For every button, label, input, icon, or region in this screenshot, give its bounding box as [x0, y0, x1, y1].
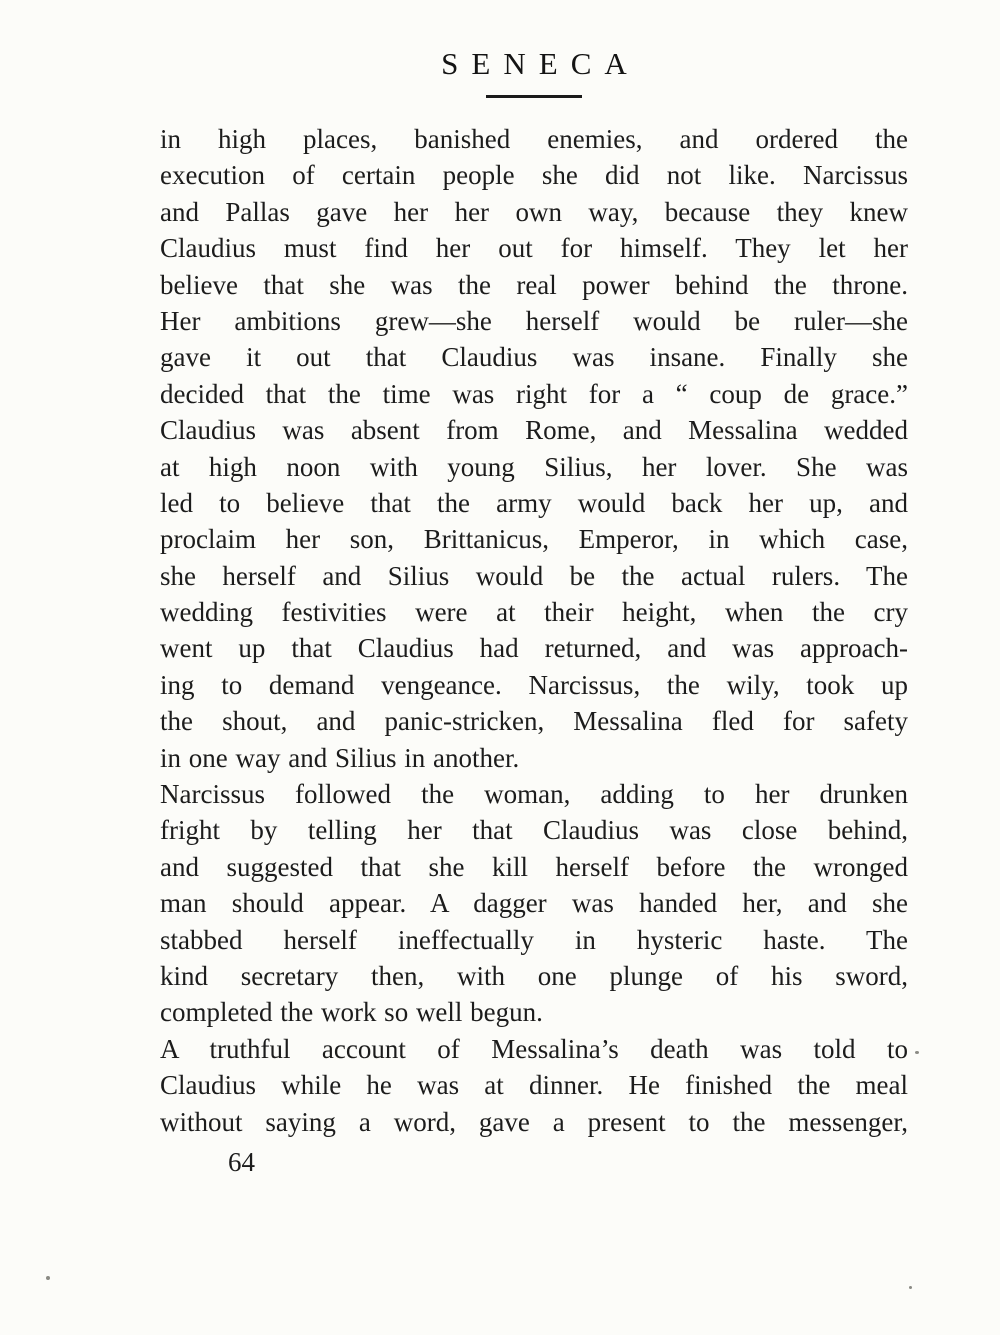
text-line: the shout, and panic-stricken, Messalina fled for safety — [160, 706, 908, 737]
text-line: believe that she was the real power behind the throne. — [160, 269, 908, 300]
text-block — [160, 121, 908, 1140]
text-line: led to believe that the army would back her up, and — [160, 487, 908, 518]
text-line: in high places, banished enemies, and ordered the — [160, 124, 908, 154]
text-line: stabbed herself ineffectually in hysteric haste. The — [160, 924, 908, 955]
text-line: Claudius must find her out for himself. They let her — [160, 233, 908, 264]
text-line: gave it out that Claudius was insane. Finally she — [160, 342, 908, 373]
page-number: 64 — [228, 1146, 255, 1177]
text-line: Her ambitions grew—she herself would be ruler—she — [160, 305, 908, 336]
text-line: at high noon with young Silius, her lover. She was — [160, 451, 908, 482]
title-rule — [486, 95, 582, 98]
text-line: without saying a word, gave a present to the messenger, — [160, 1106, 908, 1137]
text-line: ing to demand vengeance. Narcissus, the wily, took up — [160, 669, 908, 700]
text-line: kind secretary then, with one plunge of his sword, — [160, 960, 908, 991]
text-line: she herself and Silius would be the actual rulers. The — [160, 560, 908, 591]
text-line: and suggested that she kill herself before the wronged — [160, 851, 908, 882]
text-line: in one way and Silius in another. — [160, 742, 520, 773]
text-line: man should appear. A dagger was handed her, and she — [160, 888, 908, 919]
text-line: A truthful account of Messalina’s death was told to — [160, 1033, 908, 1064]
ink-speck — [46, 1276, 50, 1280]
ink-speck — [909, 1286, 912, 1289]
text-line: execution of certain people she did not like. Narcissus — [160, 160, 908, 191]
text-line: proclaim her son, Brittanicus, Emperor, in which case, — [160, 524, 908, 555]
text-line: went up that Claudius had returned, and was approach- — [160, 633, 908, 664]
text-line: wedding festivities were at their height, when the cry — [160, 597, 908, 628]
text-line: and Pallas gave her her own way, because they knew — [160, 196, 908, 227]
text-line: Claudius was absent from Rome, and Messalina wedded — [160, 415, 908, 446]
text-line: decided that the time was right for a “ coup de grace.” — [160, 378, 908, 409]
text-line: completed the work so well begun. — [160, 997, 543, 1028]
text-line: Narcissus followed the woman, adding to her drunken — [160, 779, 908, 810]
text-line: fright by telling her that Claudius was close behind, — [160, 815, 908, 846]
text-line: Claudius while he was at dinner. He finished the meal — [160, 1070, 908, 1101]
ink-speck — [915, 1051, 919, 1054]
page-content — [160, 0, 908, 1180]
page-title: SENECA — [441, 46, 640, 81]
